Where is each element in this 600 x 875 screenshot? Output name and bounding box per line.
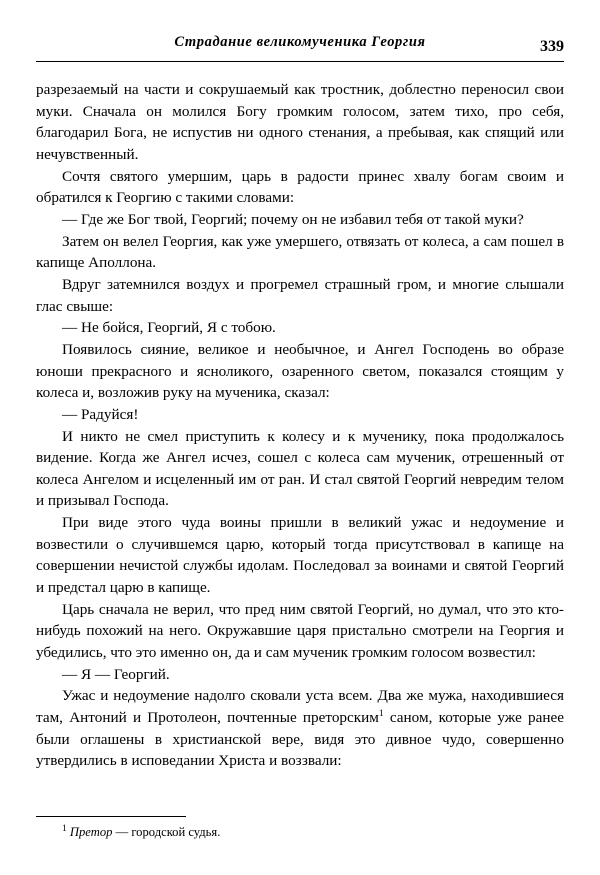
- paragraph: — Не бойся, Георгий, Я с тобою.: [62, 319, 276, 337]
- paragraph: разрезаемый на части и сокрушаемый как тростник, доблестно переносил свои муки. Сначала он молился Богу громким голосом, затем тихо, про себя, благодарил Бога, не испустив ни одного стенания, а пребывая, как спящий или нечувственный.: [36, 81, 564, 163]
- footnote-definition: — городской судья.: [112, 825, 221, 839]
- paragraph: Сочтя святого умершим, царь в радости принес хвалу богам своим и обратился к Георгию с такими словами:: [36, 167, 564, 207]
- footnote-mark: 1: [62, 823, 67, 834]
- paragraph-text-after-ref: саном, которые уже ранее были оглашены в христианской вере, видя это дивное чудо, совершенно утвердились в исповедании Христа и воззвали:: [36, 709, 564, 770]
- paragraph: При виде этого чуда воины пришли в великий ужас и недоумение и возвестили о случившемся царю, который тогда присутствовал в капище на совершении нечистой службы идолам. Последовал за воинами и святой Георгий и предстал царю в капище.: [36, 514, 564, 597]
- paragraph: Затем он велел Георгия, как уже умершего, отвязать от колеса, а сам пошел в капище Аполлона.: [36, 232, 564, 272]
- footnote-term: Претор: [69, 825, 113, 839]
- footnote-rule: [36, 816, 186, 817]
- body-text: [36, 79, 564, 772]
- paragraph-text-before-ref: Ужас и недоумение надолго сковали уста всем. Два же мужа, находившиеся там, Антоний и Протолеон, почтенные преторским: [36, 687, 564, 727]
- footnote-reference[interactable]: 1: [378, 708, 384, 719]
- header-rule: [36, 61, 564, 62]
- paragraph: — Где же Бог твой, Георгий; почему он не избавил тебя от такой муки?: [62, 210, 524, 228]
- page-number: 339: [540, 38, 564, 55]
- paragraph: Царь сначала не верил, что пред ним святой Георгий, но думал, что это кто-нибудь похожий на него. Окружавшие царя пристально смотрели на Георгия и убедились, что это именно он, да и сам мученик громким голосом возвестил:: [36, 600, 564, 662]
- paragraph-with-footnote-ref: [36, 685, 564, 772]
- footnote-area: [36, 816, 564, 841]
- paragraph: — Радуйся!: [62, 405, 139, 423]
- footnote: [36, 823, 564, 841]
- page-header: [36, 34, 564, 56]
- paragraph: Вдруг затемнился воздух и прогремел страшный гром, и многие слышали глас свыше:: [36, 275, 564, 315]
- paragraph: — Я — Георгий.: [62, 665, 170, 683]
- running-title: Страдание великомученика Георгия: [174, 34, 426, 50]
- paragraph: Появилось сияние, великое и необычное, и Ангел Господень во образе юноши прекрасного и ясноликого, озаренного светом, показался стоящим у колеса и, возложив руку на мученика, сказал:: [36, 340, 564, 402]
- paragraph: И никто не смел приступить к колесу и к мученику, пока продолжалось видение. Когда же Ангел исчез, сошел с колеса сам мученик, отрешенный от колеса Ангелом и исцеленный им от ран. И стал святой Георгий невредим телом и призывал Господа.: [36, 427, 564, 510]
